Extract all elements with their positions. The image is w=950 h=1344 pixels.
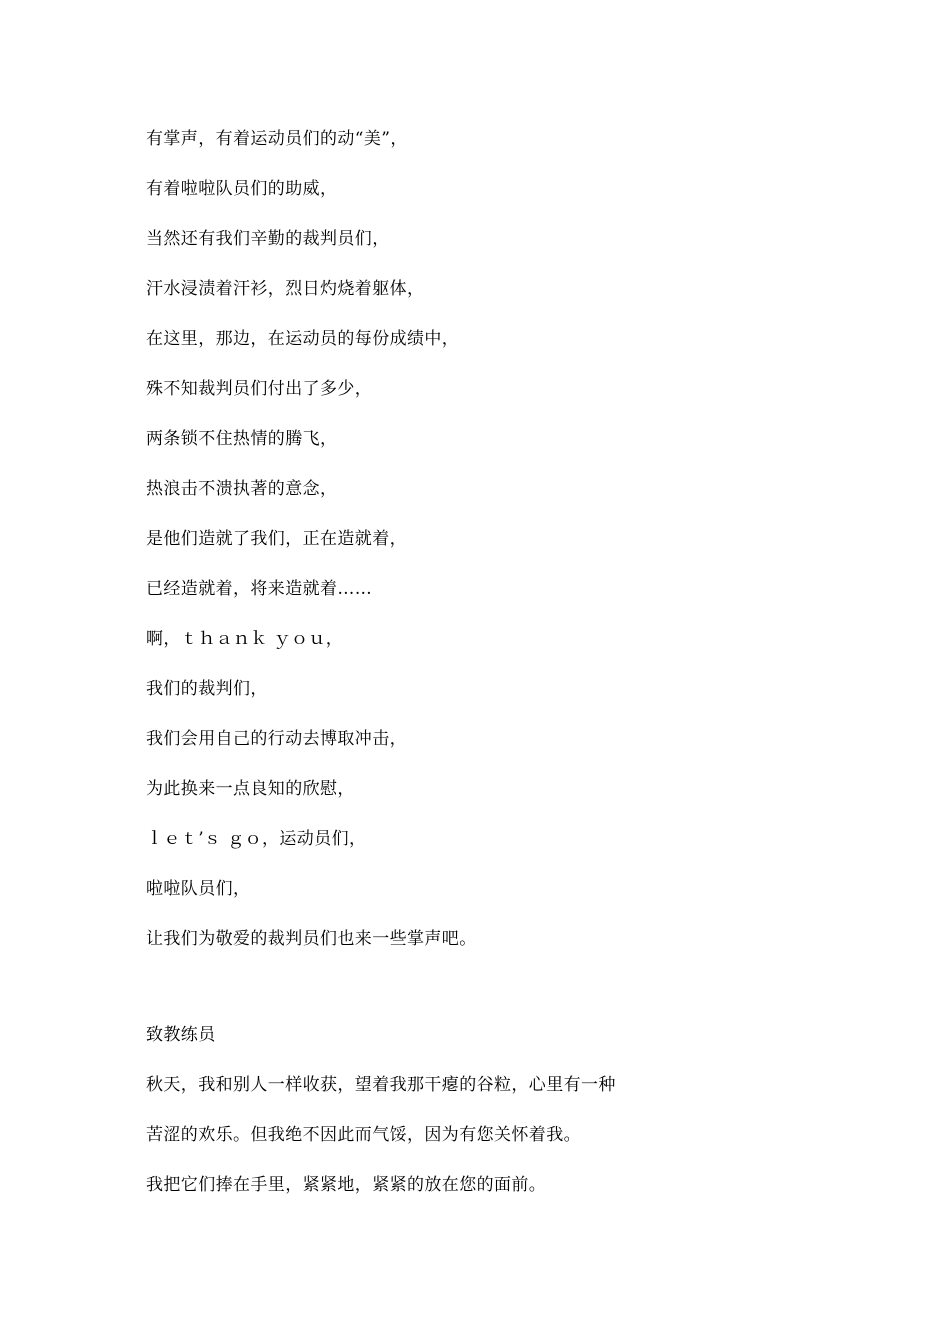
poem-line: 热浪击不溃执著的意念， xyxy=(146,479,338,499)
paragraph-line: 我把它们捧在手里，紧紧地，紧紧的放在您的面前。 xyxy=(146,1175,547,1195)
poem-line: 啊，ｔｈａｎｋ ｙｏｕ， xyxy=(146,629,344,649)
section-heading: 致教练员 xyxy=(146,1025,216,1045)
poem-line: 啦啦队员们， xyxy=(146,879,251,899)
to-coaches-section xyxy=(146,1020,846,1220)
poem-line: 当然还有我们辛勤的裁判员们， xyxy=(146,229,390,249)
poem-line: 我们会用自己的行动去博取冲击， xyxy=(146,729,407,749)
poem-line: 汗水浸渍着汗衫，烈日灼烧着躯体， xyxy=(146,279,425,299)
paragraph-line: 苦涩的欢乐。但我绝不因此而气馁，因为有您关怀着我。 xyxy=(146,1125,581,1145)
poem-line: 有着啦啦队员们的助威， xyxy=(146,179,338,199)
poem-line: 已经造就着，将来造就着…… xyxy=(146,579,373,599)
poem-to-referees xyxy=(146,124,846,974)
poem-line: 是他们造就了我们，正在造就着， xyxy=(146,529,407,549)
paragraph-line: 秋天，我和别人一样收获，望着我那干瘪的谷粒，心里有一种 xyxy=(146,1075,616,1095)
poem-line: 有掌声，有着运动员们的动“美”， xyxy=(146,129,408,149)
poem-line: 在这里，那边，在运动员的每份成绩中， xyxy=(146,329,460,349)
poem-line: ｌｅｔ’ｓ ｇｏ，运动员们， xyxy=(146,829,367,849)
poem-line: 让我们为敬爱的裁判员们也来一些掌声吧。 xyxy=(146,929,477,949)
poem-line: 两条锁不住热情的腾飞， xyxy=(146,429,338,449)
poem-line: 我们的裁判们， xyxy=(146,679,268,699)
poem-line: 殊不知裁判员们付出了多少， xyxy=(146,379,373,399)
poem-line: 为此换来一点良知的欣慰， xyxy=(146,779,355,799)
